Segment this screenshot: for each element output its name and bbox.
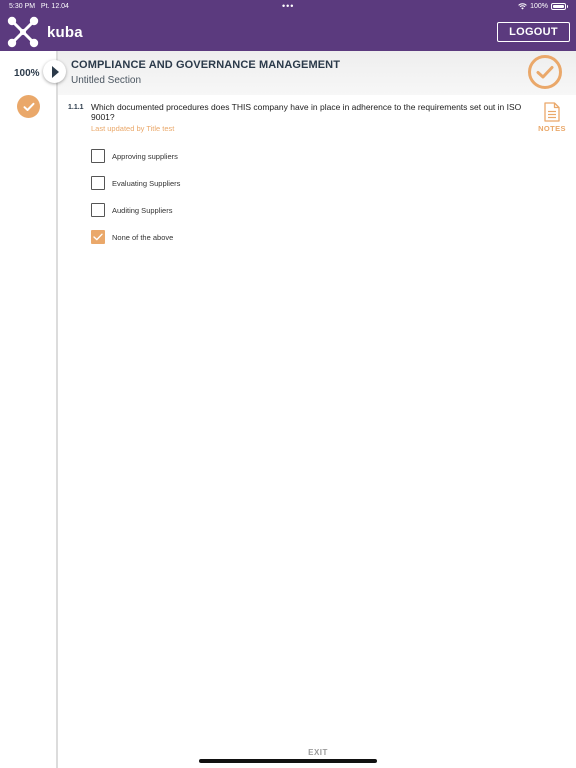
logout-button[interactable]: LOGOUT xyxy=(497,22,570,42)
caret-right-icon xyxy=(52,66,59,78)
exit-button[interactable]: EXIT xyxy=(308,748,328,757)
section-sidebar xyxy=(0,51,58,768)
option-label: None of the above xyxy=(112,232,174,242)
option-approving-suppliers[interactable] xyxy=(91,149,178,163)
checkbox[interactable] xyxy=(91,203,105,217)
section-header xyxy=(58,51,576,95)
checkmark-icon xyxy=(23,102,35,112)
status-time-text: 5:30 PM xyxy=(9,3,36,10)
status-right xyxy=(518,3,566,10)
question-text: Which documented procedures does THIS company have in place in adherence to the requirements set out in ISO 9001? xyxy=(91,102,522,122)
checkmark-icon xyxy=(536,65,554,80)
multitasking-dots[interactable]: ••• xyxy=(282,1,295,11)
notes-label: NOTES xyxy=(538,124,566,133)
sidebar-toggle-button[interactable] xyxy=(43,60,66,83)
status-bar xyxy=(0,0,576,13)
section-subtitle: Untitled Section xyxy=(71,75,142,86)
section-title: COMPLIANCE AND GOVERNANCE MANAGEMENT xyxy=(71,59,341,71)
option-auditing-suppliers[interactable] xyxy=(91,203,172,217)
wifi-icon xyxy=(518,3,527,10)
option-label: Evaluating Suppliers xyxy=(112,178,181,188)
checkbox[interactable] xyxy=(91,149,105,163)
checkbox-checked[interactable] xyxy=(91,230,105,244)
document-icon xyxy=(544,102,560,122)
last-updated-text: Last updated by Title test xyxy=(91,124,175,133)
option-none-of-the-above[interactable] xyxy=(91,230,173,244)
kuba-logo xyxy=(5,14,83,50)
option-label: Approving suppliers xyxy=(112,151,178,161)
progress-percentage: 100% xyxy=(14,68,40,79)
logo-text: kuba xyxy=(47,23,83,41)
section-complete-check-icon[interactable] xyxy=(17,95,40,118)
status-time xyxy=(9,3,69,10)
battery-percent: 100% xyxy=(530,3,548,10)
question-number: 1.1.1 xyxy=(68,104,84,111)
section-status-check-icon[interactable] xyxy=(528,55,562,89)
kuba-logo-mark-icon xyxy=(5,14,41,50)
home-indicator[interactable] xyxy=(199,759,377,763)
checkbox[interactable] xyxy=(91,176,105,190)
status-date-text: Pt. 12.04 xyxy=(40,3,69,10)
notes-button[interactable] xyxy=(536,102,568,133)
option-label: Auditing Suppliers xyxy=(112,205,173,215)
app-header xyxy=(0,0,576,51)
checkmark-icon xyxy=(93,233,103,241)
battery-icon xyxy=(551,3,566,10)
option-evaluating-suppliers[interactable] xyxy=(91,176,180,190)
